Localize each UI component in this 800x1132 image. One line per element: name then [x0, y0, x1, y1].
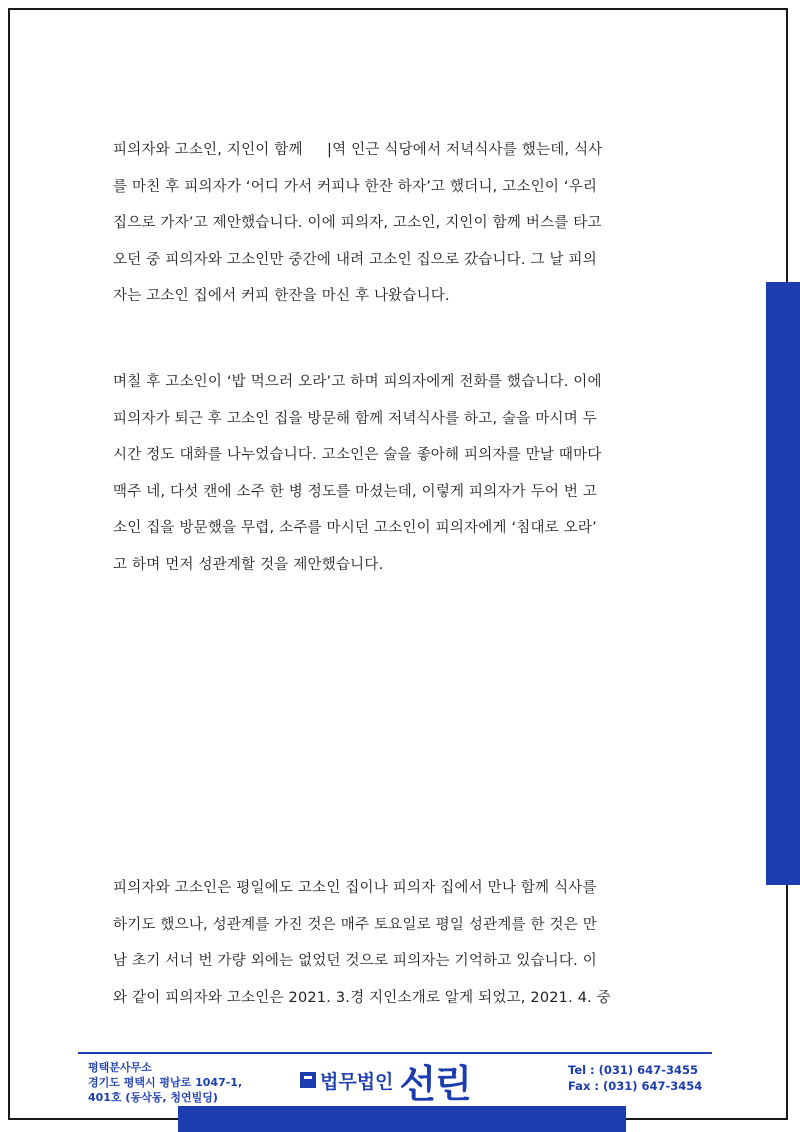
footer-divider — [78, 1052, 712, 1054]
firm-logo-icon — [300, 1072, 316, 1088]
firm-logo-name: 선린 — [399, 1061, 471, 1106]
firm-logo — [300, 1058, 471, 1106]
paragraph-line: 고 하며 먼저 성관계할 것을 제안했습니다. — [113, 556, 384, 573]
bottom-accent-bar — [178, 1106, 626, 1132]
paragraph-1 — [113, 132, 693, 315]
paragraph-line: 자는 고소인 집에서 커피 한잔을 마신 후 나왔습니다. — [113, 288, 450, 304]
footer-office-info — [88, 1060, 242, 1105]
paragraph-line: 피의자가 퇴근 후 고소인 집을 방문해 함께 저녁식사를 하고, 술을 마시며 두 — [113, 410, 597, 427]
paragraph-line: 오던 중 피의자와 고소인만 중간에 내려 고소인 집으로 갔습니다. 그 날 피의 — [113, 251, 597, 268]
paragraph-line: 소인 집을 방문했을 무렵, 소주를 마시던 고소인이 피의자에게 ‘침대로 오라’ — [113, 520, 597, 536]
tel-number: Tel : (031) 647-3455 — [568, 1063, 698, 1077]
paragraph-line: 집으로 가자’고 제안했습니다. 이에 피의자, 고소인, 지인이 함께 버스를 타고 — [113, 215, 602, 231]
paragraph-line: 하기도 했으나, 성관계를 가진 것은 매주 토요일로 평일 성관계를 한 것은 만 — [113, 916, 597, 933]
fax-number: Fax : (031) 647-3454 — [568, 1079, 703, 1093]
paragraph-3 — [113, 870, 693, 1016]
paragraph-line: 시간 정도 대화를 나누었습니다. 고소인은 술을 좋아해 피의자를 만날 때마다 — [113, 447, 602, 463]
paragraph-line: 피의자와 고소인, 지인이 함께 |역 인근 식당에서 저녁식사를 했는데, 식사 — [113, 142, 603, 158]
office-address-line2: 401호 (동삭동, 청연빌딩) — [88, 1091, 218, 1104]
paragraph-line: 맥주 네, 다섯 캔에 소주 한 병 정도를 마셨는데, 이렇게 피의자가 두어 번 고 — [113, 483, 598, 500]
footer-contact — [568, 1062, 702, 1094]
paragraph-line: 며칠 후 고소인이 ‘밥 먹으러 오라’고 하며 피의자에게 전화를 했습니다. 이에 — [113, 374, 602, 390]
office-address-line1: 경기도 평택시 평남로 1047-1, — [88, 1076, 243, 1089]
paragraph-line: 피의자와 고소인은 평일에도 고소인 집이나 피의자 집에서 만나 함께 식사를 — [113, 880, 597, 896]
paragraph-line: 를 마친 후 피의자가 ‘어디 가서 커피나 한잔 하자’고 했더니, 고소인이 ‘우리 — [113, 178, 598, 195]
paragraph-line: 와 같이 피의자와 고소인은 2021. 3.경 지인소개로 알게 되었고, 2021. 4. 중 — [113, 989, 611, 1006]
firm-logo-text: 법무법인 — [320, 1070, 394, 1093]
office-name: 평택분사무소 — [88, 1061, 152, 1074]
paragraph-2 — [113, 364, 693, 583]
side-accent-bar — [766, 282, 800, 885]
paragraph-line: 남 초기 서너 번 가량 외에는 없었던 것으로 피의자는 기억하고 있습니다. 이 — [113, 953, 597, 969]
